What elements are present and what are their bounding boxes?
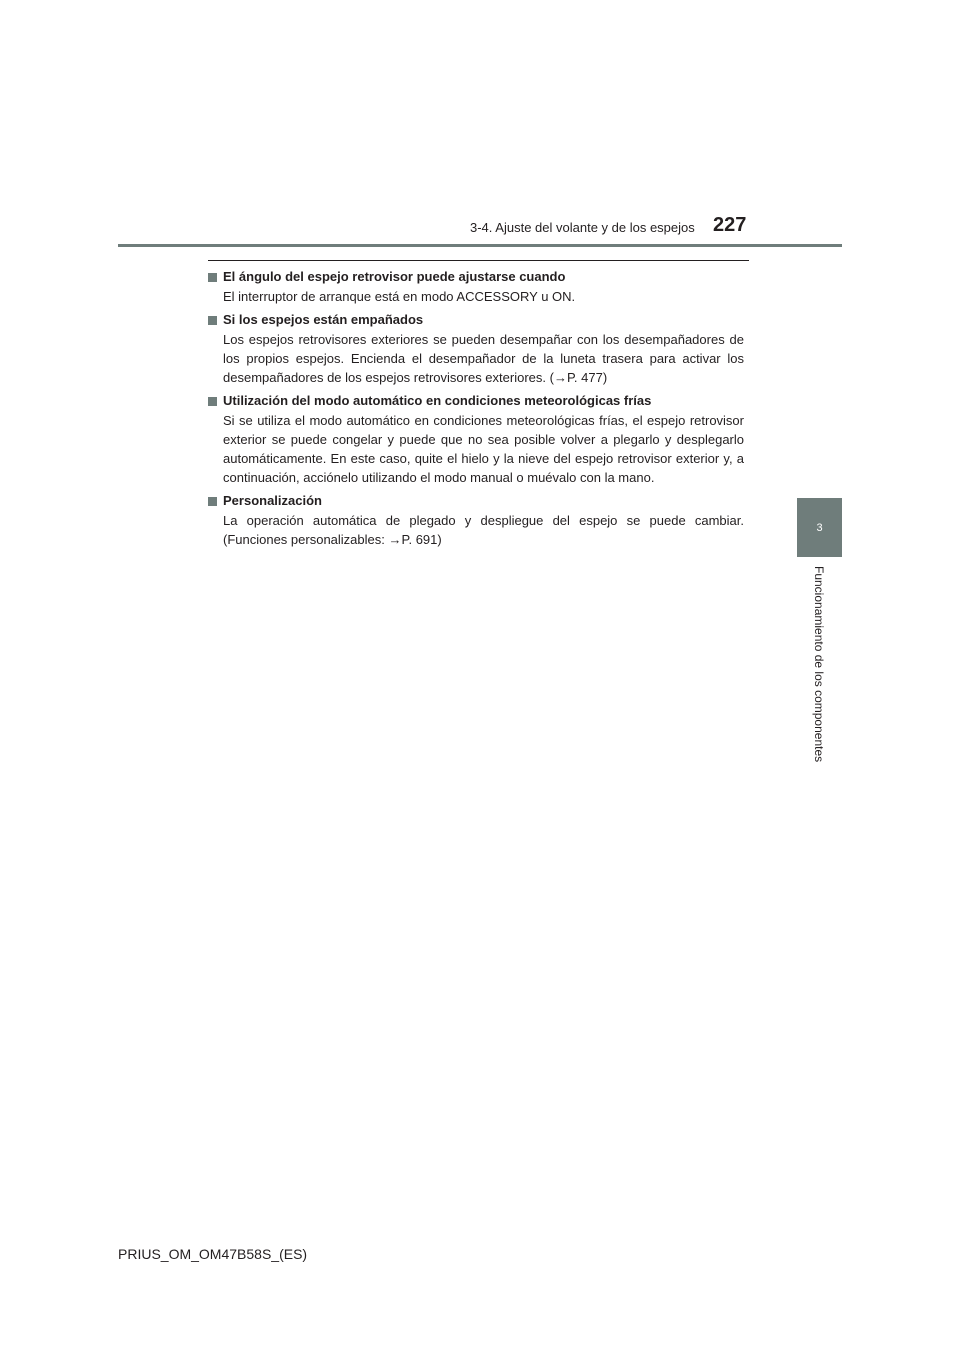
header-divider <box>118 244 842 247</box>
section-title <box>208 310 744 330</box>
section-title <box>208 491 744 511</box>
section-fogged-mirrors <box>208 310 744 387</box>
section-title-text: Personalización <box>223 493 322 508</box>
section-title-text: Si los espejos están empañados <box>223 312 424 327</box>
square-bullet-icon <box>208 397 217 406</box>
section-body: Los espejos retrovisores exteriores se pueden desempañar con los desempañadores de los propios espejos. Encienda el desempañador de la luneta trasera para activar los desempañadores de los espejos retrovisores exteriores. (→P. 477) <box>223 332 744 385</box>
chapter-number: 3 <box>816 521 823 534</box>
running-header-title: 3-4. Ajuste del volante y de los espejos <box>470 220 695 235</box>
section-mirror-angle <box>208 267 744 306</box>
section-body: El interruptor de arranque está en modo ACCESSORY u ON. <box>223 289 576 304</box>
page-number: 227 <box>713 214 747 236</box>
section-body: Si se utiliza el modo automático en condiciones meteorológicas frías, el espejo retrovisor exterior se puede congelar y puede que no sea posible volver a plegarlo y desplegarlo automáticamente. En este caso, quite el hielo y la nieve del espejo retrovisor exterior y, a continuación, acciónelo utilizando el modo manual o muévalo con la mano. <box>223 413 744 485</box>
content-divider <box>208 260 749 261</box>
section-cold-weather <box>208 391 744 487</box>
chapter-label-container <box>812 566 828 786</box>
section-title <box>208 391 744 411</box>
chapter-tab <box>797 498 842 557</box>
section-title-text: El ángulo del espejo retrovisor puede ajustarse cuando <box>223 269 566 284</box>
square-bullet-icon <box>208 273 217 282</box>
square-bullet-icon <box>208 497 217 506</box>
chapter-label: Funcionamiento de los componentes <box>812 566 826 763</box>
section-title-text: Utilización del modo automático en condiciones meteorológicas frías <box>223 393 652 408</box>
content-area <box>208 267 744 553</box>
document-code: PRIUS_OM_OM47B58S_(ES) <box>118 1246 308 1262</box>
section-body: La operación automática de plegado y despliegue del espejo se puede cambiar. (Funciones personalizables: →P. 691) <box>223 513 744 547</box>
square-bullet-icon <box>208 316 217 325</box>
section-customization <box>208 491 744 549</box>
section-title <box>208 267 744 287</box>
